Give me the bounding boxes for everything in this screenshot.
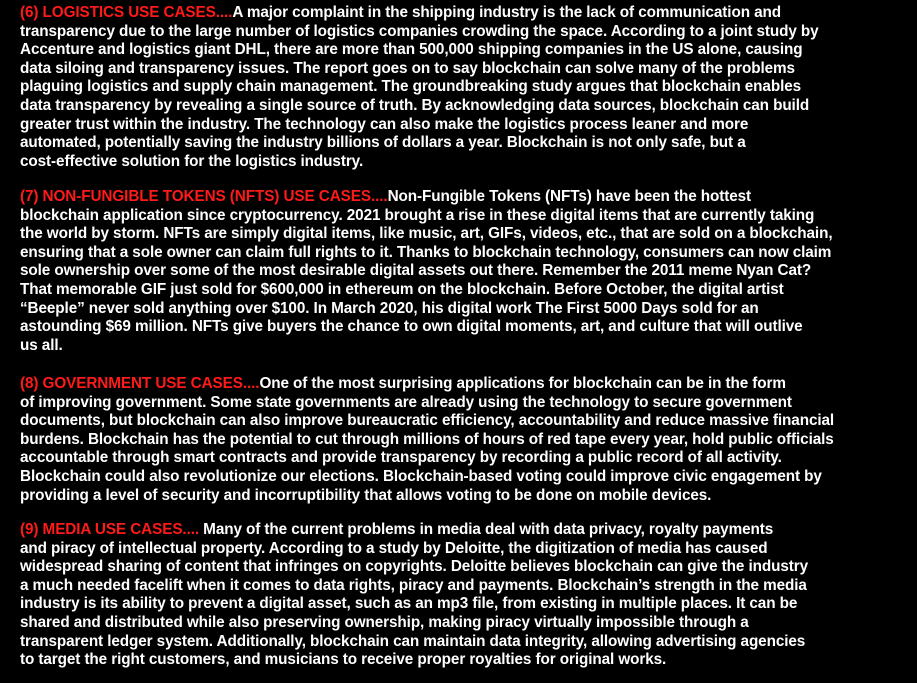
section-first-line bbox=[20, 521, 910, 540]
paragraph-line: of improving government. Some state governments are already using the technology to secure government bbox=[20, 393, 792, 411]
paragraph-line: plaguing logistics and supply chain management. The groundbreaking study argues that blockchain enables bbox=[20, 78, 802, 96]
section-heading: (6) LOGISTICS USE CASES.... bbox=[20, 4, 233, 21]
paragraph-line: That memorable GIF just sold for $600,000 in ethereum on the blockchain. Before October, the digital artist bbox=[20, 280, 784, 298]
paragraph-line: us all. bbox=[20, 336, 63, 354]
paragraph-line: shared and distributed while also preserving ownership, making piracy virtually impossible through a bbox=[20, 613, 749, 631]
paragraph-line: Many of the current problems in media deal with data privacy, royalty payments bbox=[199, 521, 774, 538]
paragraph-line: blockchain application since cryptocurrency. 2021 brought a rise in these digital items that are currently taking bbox=[20, 206, 815, 224]
paragraph-line: One of the most surprising applications for blockchain can be in the form bbox=[259, 375, 786, 392]
paragraph-line: greater trust within the industry. The technology can also make the logistics process leaner and more bbox=[20, 115, 749, 133]
section-heading: (7) NON-FUNGIBLE TOKENS (NFTS) USE CASES.... bbox=[20, 188, 388, 205]
paragraph-line: widespread sharing of content that infringes on copyrights. Deloitte believes blockchain can give the industry bbox=[20, 558, 808, 576]
section-heading: (9) MEDIA USE CASES.... bbox=[20, 521, 200, 538]
paragraph-line: cost-effective solution for the logistics industry. bbox=[20, 152, 364, 170]
paragraph-line: industry is its ability to prevent a digital asset, such as an mp3 file, from existing in multiple places. It can be bbox=[20, 595, 798, 613]
section-heading: (8) GOVERNMENT USE CASES.... bbox=[20, 375, 260, 392]
section-media bbox=[20, 521, 910, 670]
section-first-line bbox=[20, 4, 910, 23]
paragraph-line: automated, potentially saving the industry billions of dollars a year. Blockchain is not only safe, but a bbox=[20, 134, 746, 152]
section-nfts bbox=[20, 188, 910, 355]
paragraph-line: transparent ledger system. Additionally, blockchain can maintain data integrity, allowing advertising agencies bbox=[20, 632, 806, 650]
paragraph-line: astounding $69 million. NFTs give buyers the chance to own digital moments, art, and culture that will outlive bbox=[20, 318, 803, 336]
paragraph-line: Accenture and logistics giant DHL, there are more than 500,000 shipping companies in the US alone, causing bbox=[20, 41, 803, 59]
paragraph-line: and piracy of intellectual property. According to a study by Deloitte, the digitization of media has caused bbox=[20, 539, 768, 557]
paragraph-line: documents, but blockchain can also improve bureaucratic efficiency, accountability and reduce massive financial bbox=[20, 412, 835, 430]
paragraph-line: sole ownership over some of the most desirable digital assets out there. Remember the 2011 meme Nyan Cat? bbox=[20, 262, 812, 280]
section-logistics bbox=[20, 4, 910, 171]
section-government bbox=[20, 375, 910, 505]
paragraph-line: A major complaint in the shipping industry is the lack of communication and bbox=[232, 4, 781, 21]
paragraph-line: a much needed facelift when it comes to data rights, piracy and payments. Blockchain’s strength in the media bbox=[20, 576, 807, 594]
paragraph-line: Blockchain could also revolutionize our elections. Blockchain-based voting could improve civic engagement by bbox=[20, 467, 822, 485]
paragraph-line: data siloing and transparency issues. The report goes on to say blockchain can solve many of the problems bbox=[20, 59, 795, 77]
paragraph-line: data transparency by revealing a single source of truth. By acknowledging data sources, blockchain can build bbox=[20, 96, 810, 114]
paragraph-line: the world by storm. NFTs are simply digital items, like music, art, GIFs, videos, etc., that are sold on a blockchain, bbox=[20, 225, 833, 243]
paragraph-line: providing a level of security and incorruptibility that allows voting to be done on mobile devices. bbox=[20, 486, 712, 504]
paragraph-line: accountable through smart contracts and provide transparency by recording a public record of all activity. bbox=[20, 449, 782, 467]
paragraph-line: burdens. Blockchain has the potential to cut through millions of hours of red tape every year, hold public officials bbox=[20, 430, 834, 448]
paragraph-line: ensuring that a sole owner can claim full rights to it. Thanks to blockchain technology, consumers can now claim bbox=[20, 243, 832, 261]
paragraph-line: to target the right customers, and musicians to receive proper royalties for original works. bbox=[20, 651, 667, 669]
section-first-line bbox=[20, 188, 910, 207]
section-first-line bbox=[20, 375, 910, 394]
paragraph-line: transparency due to the large number of logistics companies crowding the space. According to a joint study by bbox=[20, 22, 819, 40]
paragraph-line: “Beeple” never sold anything over $100. In March 2020, his digital work The First 5000 Days sold for an bbox=[20, 299, 759, 317]
paragraph-line: Non-Fungible Tokens (NFTs) have been the hottest bbox=[387, 188, 752, 205]
